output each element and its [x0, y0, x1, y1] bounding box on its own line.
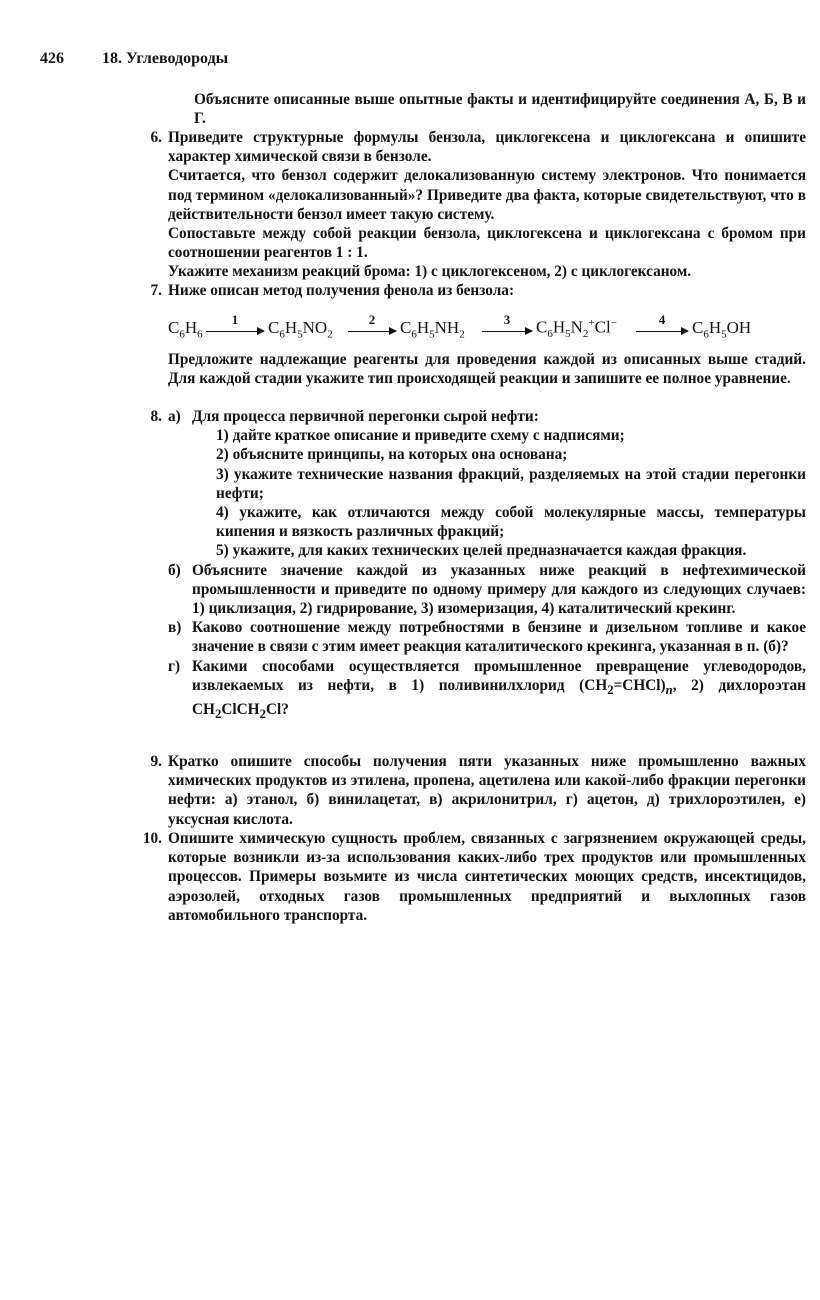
list-item: 5) укажите, для каких технических целей предназначается каждая фракция.	[216, 542, 747, 560]
text-fragment: , 2) дихлороэтан	[672, 676, 806, 694]
paragraph: Сопоставьте между собой реакции бензола, циклогексена и циклогексана с бромом при соотношении реагентов 1 : 1.	[168, 225, 806, 262]
step-label: 2	[368, 312, 376, 327]
arrow-step-2	[348, 312, 396, 332]
question-number: 8.	[150, 408, 162, 425]
step-label: 4	[658, 312, 666, 327]
paragraph: Для процесса первичной перегонки сырой нефти:	[192, 408, 539, 425]
paragraph: Укажите механизм реакций брома: 1) с циклогексеном, 2) с циклогексаном.	[168, 263, 692, 281]
list-item: 1) дайте краткое описание и приведите схему с надписями;	[216, 427, 625, 445]
paragraph: Объясните значение каждой из указанных ниже реакций в нефтехимической промышленности и приведите по одному примеру для каждого из следующих случаев: 1) циклизация, 2) гидрирование, 3) изомеризация, 4) каталитический крекинг.	[192, 561, 806, 618]
subquestion-letter: г)	[168, 657, 181, 675]
page-number: 426	[40, 50, 64, 67]
paragraph: Считается, что бензол содержит делокализованную систему электронов. Что понимается под термином «делокализованный»? Приведите два факта, которые свидетельствуют, что в действительности бензол имеет такую систему.	[168, 167, 806, 223]
formula-nitrobenzene: $C_6H_5NO_2$	[268, 317, 333, 340]
list-item: 3) укажите технические названия фракций, разделяемых на этой стадии перегонки нефти;	[216, 465, 806, 502]
formula-dichloroethane: $CH_2ClCH_2Cl$?	[192, 701, 289, 722]
subquestion-b	[168, 561, 806, 619]
question-text: Опишите химическую сущность проблем, связанных с загрязнением окружающей среды, которые возникли из-за использования каких-либо трех продуктов или промышленных процессов. Примеры возьмите из числа синтетических моющих средств, инсектицидов, аэрозолей, отходных газов промышленных предприятий и выхлопных газов автомобильного транспорта.	[168, 830, 806, 924]
formula-pvc: $(CH_2=CHCl)_n$	[579, 676, 673, 697]
question-body	[168, 407, 806, 724]
arrow-step-4	[636, 312, 688, 332]
arrow-step-1	[206, 312, 264, 332]
reaction-scheme	[168, 304, 808, 344]
arrow-step-3	[482, 312, 532, 332]
formula-diazonium: $C_6H_5N_2^+Cl^-$	[536, 316, 617, 340]
list-item: 4) укажите, как отличаются между собой молекулярные массы, температуры кипения и вязкость различных фракций;	[216, 504, 806, 541]
question-number: 7.	[150, 282, 162, 299]
subquestion-letter: б)	[168, 561, 181, 579]
page-header	[40, 50, 229, 68]
question-number: 10.	[142, 830, 162, 847]
paragraph: Приведите структурные формулы бензола, циклогексена и циклогексана и опишите характер химической связи в бензоле.	[168, 129, 806, 166]
question-text: Ниже описан метод получения фенола из бензола:	[168, 282, 515, 299]
intro-paragraph: Объясните описанные выше опытные факты и идентифицируйте соединения А, Б, В и Г.	[194, 91, 806, 128]
subquestion-g	[168, 657, 806, 725]
question-text: Кратко опишите способы получения пяти указанных ниже промышленно важных химических продуктов из этилена, пропена, ацетилена или какой-либо фракции перегонки нефти: а) этанол, б) винилацетат, в) акрилонитрил, г) ацетон, д) трихлороэтилен, е) уксусная кислота.	[168, 753, 806, 828]
subquestion-a	[168, 407, 806, 561]
subquestion-letter: а)	[168, 408, 181, 425]
chapter-title: 18. Углеводороды	[102, 50, 229, 67]
paragraph	[192, 657, 806, 725]
paragraph: Каково соотношение между потребностями в бензине и дизельном топливе и какое значение в связи с этим имеет реакция каталитического крекинга, указанная в п. (б)?	[192, 619, 806, 656]
step-label: 1	[231, 312, 239, 327]
subquestion-v	[168, 618, 806, 656]
formula-phenol: $C_6H_5OH$	[692, 317, 752, 340]
question-number: 6.	[150, 129, 162, 146]
question-body	[168, 128, 806, 282]
paragraph: Предложите надлежащие реагенты для проведения каждой из описанных выше стадий. Для каждой стадии укажите тип происходящей реакции и запишите ее полное уравнение.	[168, 351, 806, 388]
formula-aniline: $C_6H_5NH_2$	[400, 317, 465, 340]
list-item: 2) объясните принципы, на которых она основана;	[216, 446, 568, 464]
step-label: 3	[503, 312, 511, 327]
text-fragment: Какими способами осуществляется промышленное превращение углеводородов, извлекаемых из нефти, в 1) поливинилхлорид	[192, 657, 806, 694]
subquestion-letter: в)	[168, 619, 182, 637]
formula-benzene: $C_6H_6$	[168, 317, 203, 340]
question-number: 9.	[150, 753, 162, 770]
